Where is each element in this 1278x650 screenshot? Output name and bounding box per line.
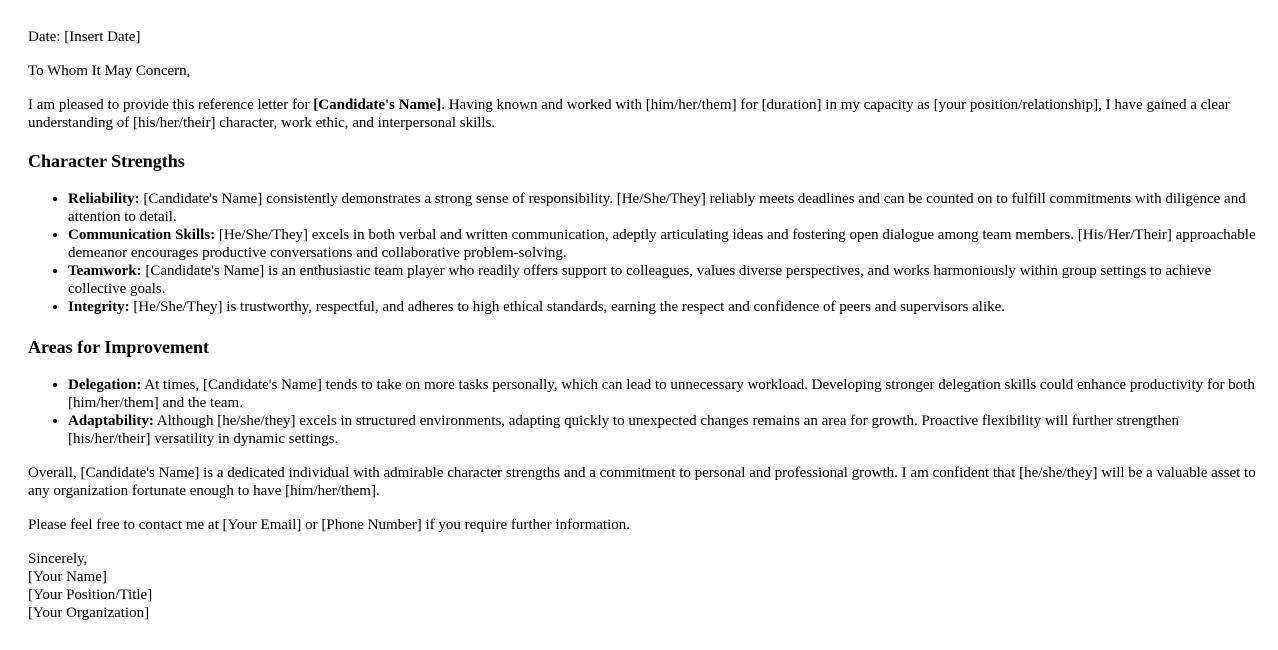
intro-before: I am pleased to provide this reference letter for [28, 97, 314, 113]
list-item [68, 412, 1258, 448]
signer-title: [Your Position/Title] [28, 587, 153, 603]
contact-paragraph: Please feel free to contact me at [Your Email] or [Phone Number] if you require further information. [28, 517, 631, 533]
list-item [68, 190, 1258, 226]
improvement-heading: Areas for Improvement [28, 337, 209, 357]
list-item [68, 226, 1258, 262]
closing-paragraph: Overall, [Candidate's Name] is a dedicated individual with admirable character strengths and a commitment to personal and professional growth. I am confident that [he/she/they] will be a valuable asset to any organization fortunate enough to have [him/her/them]. [28, 465, 1256, 499]
item-text: [He/She/They] excels in both verbal and written communication, adeptly articulating ideas and fostering open dialogue among team members. [His/Her/Their] approachable demeanor encourages productive conversations and collaborative problem-solving. [68, 227, 1256, 261]
strengths-heading: Character Strengths [28, 151, 185, 171]
item-label: Delegation: [68, 377, 142, 393]
intro-paragraph [28, 96, 1258, 132]
item-label: Integrity: [68, 299, 130, 315]
signoff: Sincerely, [28, 551, 88, 567]
signer-name: [Your Name] [28, 569, 107, 585]
list-item [68, 262, 1258, 298]
improvement-list [28, 376, 1258, 448]
date-line: Date: [Insert Date] [28, 29, 141, 45]
item-label: Reliability: [68, 191, 140, 207]
item-label: Adaptability: [68, 413, 154, 429]
signature-block [28, 550, 1258, 622]
candidate-name: [Candidate's Name] [313, 97, 442, 113]
strengths-list [28, 190, 1258, 316]
item-label: Teamwork: [68, 263, 142, 279]
item-label: Communication Skills: [68, 227, 216, 243]
intro-after: . Having known and worked with [him/her/them] for [duration] in my capacity as [your position/relationship], I have gained a clear understanding of [his/her/their] character, work ethic, and interpersonal skills. [28, 97, 1230, 131]
item-text: [He/She/They] is trustworthy, respectful, and adheres to high ethical standards, earning the respect and confidence of peers and supervisors alike. [129, 299, 1006, 315]
salutation: To Whom It May Concern, [28, 63, 191, 79]
list-item [68, 298, 1258, 316]
item-text: [Candidate's Name] consistently demonstrates a strong sense of responsibility. [He/She/They] reliably meets deadlines and can be counted on to fulfill commitments with diligence and attention to detail. [68, 191, 1246, 225]
signer-organization: [Your Organization] [28, 605, 150, 621]
item-text: At times, [Candidate's Name] tends to take on more tasks personally, which can lead to unnecessary workload. Developing stronger delegation skills could enhance productivity for both [him/her/them] and the team. [68, 377, 1255, 411]
item-text: Although [he/she/they] excels in structured environments, adapting quickly to unexpected changes remains an area for growth. Proactive flexibility will further strengthen [his/her/their] versatility in dynamic settings. [68, 413, 1179, 447]
item-text: [Candidate's Name] is an enthusiastic team player who readily offers support to colleagues, values diverse perspectives, and works harmoniously within group settings to achieve collective goals. [68, 263, 1212, 297]
list-item [68, 376, 1258, 412]
